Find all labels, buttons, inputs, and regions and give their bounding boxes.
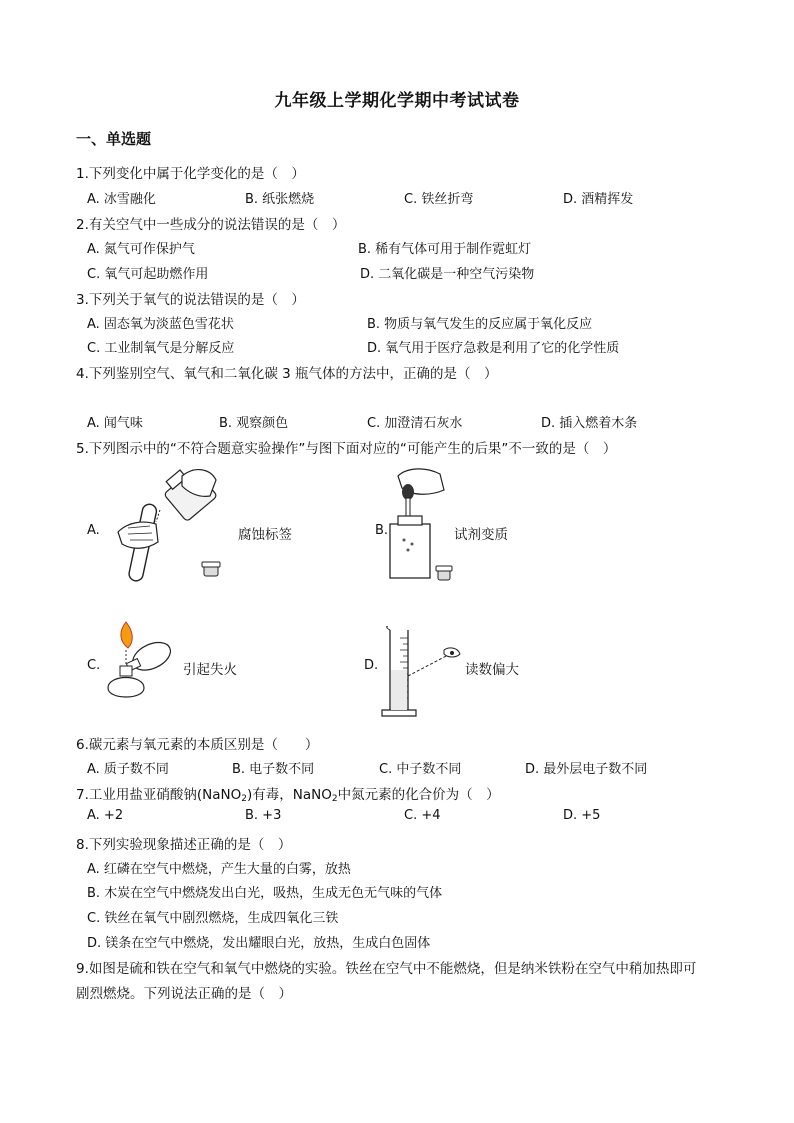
figure-b-dropper-illustration [384,466,464,584]
figure-d-caption: 读数偏大 [465,662,519,678]
question-2-options-row1 [87,238,727,258]
question-3-stem: 3.下列关于氧气的说法错误的是（ ） [76,292,305,308]
option-d: D. 二氧化碳是一种空气污染物 [360,267,535,282]
question-1-options [87,188,727,208]
question-4-stem: 4.下列鉴别空气、氧气和二氧化碳 3 瓶气体的方法中，正确的是（ ） [76,366,498,382]
option-b: B. 物质与氧气发生的反应属于氧化反应 [367,317,593,332]
question-2-stem: 2.有关空气中一些成分的说法错误的是（ ） [76,217,346,233]
figure-a-caption: 腐蚀标签 [238,527,292,543]
option-d: D. +5 [563,808,601,823]
option-a: A. 闻气味 [87,416,143,431]
figure-a-letter: A. [87,523,100,538]
option-d: D. 最外层电子数不同 [525,762,648,777]
section-heading: 一、单选题 [76,130,152,148]
option-c: C. +4 [404,808,441,823]
question-6-stem: 6.碳元素与氧元素的本质区别是（ ） [76,737,319,753]
question-8-option-b: B. 木炭在空气中燃烧发出白光，吸热，生成无色无气味的气体 [87,886,443,901]
option-c: C. 铁丝折弯 [404,192,474,207]
option-c: C. 工业制氧气是分解反应 [87,341,235,356]
figure-d-letter: D. [364,658,379,673]
question-7-stem: 7.工业用盐亚硝酸钠(NaNO$_2$)有毒，NaNO$_2$中氮元素的化合价为（ ） [76,787,500,804]
option-d: D. 氧气用于医疗急救是利用了它的化学性质 [367,341,620,356]
figure-d-cylinder-illustration [378,626,464,720]
option-b: B. 电子数不同 [232,762,315,777]
question-9-stem-line2: 剧烈燃烧。下列说法正确的是（ ） [76,986,292,1002]
option-d: D. 酒精挥发 [563,192,634,207]
option-a: A. 氮气可作保护气 [87,242,195,257]
figure-b-letter: B. [375,523,389,538]
option-c: C. 加澄清石灰水 [367,416,463,431]
option-a: A. +2 [87,808,124,823]
option-b: B. +3 [245,808,282,823]
question-9-stem-line1: 9.如图是硫和铁在空气和氧气中燃烧的实验。铁丝在空气中不能燃烧，但是纳米铁粉在空气中稍加热即可 [76,961,697,977]
option-a: A. 冰雪融化 [87,192,156,207]
question-1-stem: 1.下列变化中属于化学变化的是（ ） [76,166,305,182]
option-b: B. 观察颜色 [219,416,289,431]
question-4-options [87,412,727,432]
figure-a-pouring-illustration [98,462,228,590]
figure-b-caption: 试剂变质 [454,527,508,543]
option-a: A. 质子数不同 [87,762,169,777]
question-5-stem: 5.下列图示中的“不符合题意实验操作”与图下面对应的“可能产生的后果”不一致的是（ ） [76,441,617,457]
question-3-options-row1 [87,313,727,333]
figure-c-letter: C. [87,658,101,673]
figure-c-alcohol-lamp-illustration [98,618,180,706]
question-3-options-row2 [87,337,727,357]
question-6-options [87,758,727,778]
option-b: B. 纸张燃烧 [245,192,315,207]
question-7-options [87,808,727,828]
question-8-option-c: C. 铁丝在氧气中剧烈燃烧，生成四氧化三铁 [87,911,339,926]
option-b: B. 稀有气体可用于制作霓虹灯 [358,242,532,257]
page-title: 九年级上学期化学期中考试试卷 [274,91,520,111]
question-8-option-d: D. 镁条在空气中燃烧，发出耀眼白光，放热，生成白色固体 [87,936,431,951]
question-2-options-row2 [87,263,727,283]
option-d: D. 插入燃着木条 [541,416,638,431]
option-c: C. 中子数不同 [379,762,462,777]
figure-c-caption: 引起失火 [183,662,237,678]
question-8-option-a: A. 红磷在空气中燃烧，产生大量的白雾，放热 [87,862,351,877]
option-a: A. 固态氧为淡蓝色雪花状 [87,317,234,332]
option-c: C. 氧气可起助燃作用 [87,267,209,282]
question-8-stem: 8.下列实验现象描述正确的是（ ） [76,837,292,853]
